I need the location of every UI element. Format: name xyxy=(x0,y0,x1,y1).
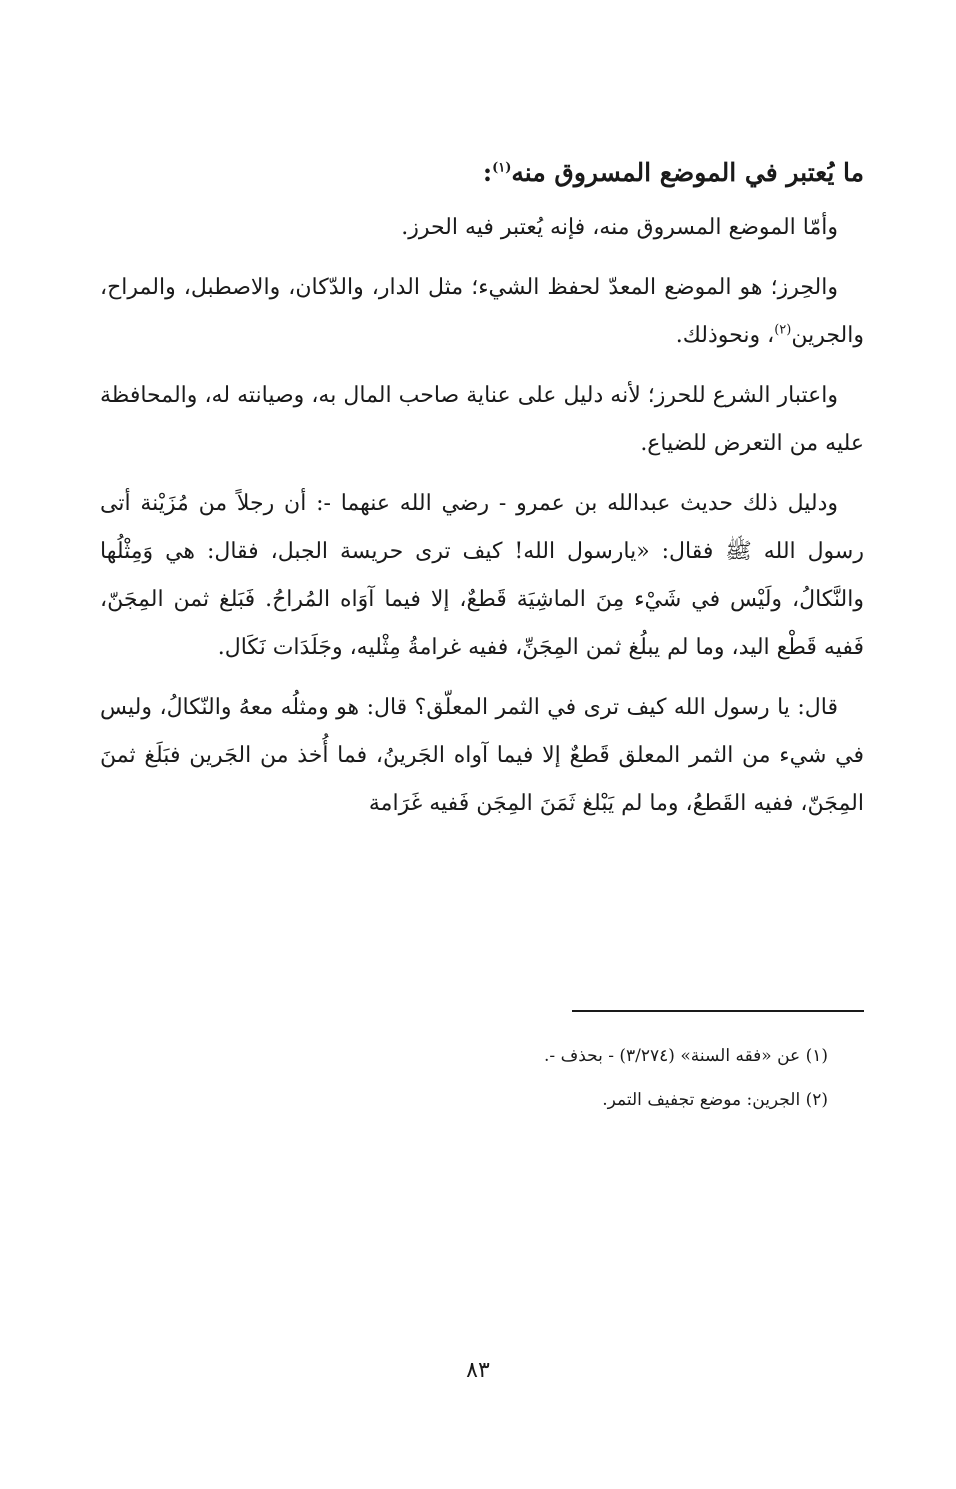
section-heading xyxy=(100,150,864,196)
heading-suffix: : xyxy=(482,158,493,187)
paragraph-2-before: والحِرز؛ هو الموضع المعدّ لحفظ الشيء؛ مثل الدار، والدّكان، والاصطبل، والمراح، والجرين xyxy=(100,275,864,348)
paragraph-1: وأمّا الموضع المسروق منه، فإنه يُعتبر فيه الحرز. xyxy=(401,215,838,240)
heading-footnote-ref: (١) xyxy=(492,160,512,176)
footnotes xyxy=(100,1010,864,1122)
footnote-2: (٢) الجرين: موضع تجفيف التمر. xyxy=(602,1090,828,1110)
footnote-divider xyxy=(572,1010,864,1012)
page-number: ٨٣ xyxy=(466,1358,490,1383)
page-body xyxy=(100,150,864,840)
heading-text: ما يُعتبر في الموضع المسروق منه xyxy=(511,158,864,187)
paragraph-2-after: ، ونحوذلك. xyxy=(675,323,775,348)
paragraph-5: قال: يا رسول الله كيف ترى في الثمر المعلّق؟ قال: هو ومثلُه معهُ والنّكالُ، وليس في شيء من الثمر المعلق قَطعٌ إلا فيما آواه الجَرينُ، فما أُخذ من الجَرين فبَلَغ ثمنَ المِجَنّ، ففيه القَطعُ، وما لم يَبْلغ ثَمَنَ المِجَن فَفيه غَرَامة xyxy=(100,695,864,816)
paragraph-3: واعتبار الشرع للحرز؛ لأنه دليل على عناية صاحب المال به، وصيانته له، والمحافظة عليه من التعرض للضياع. xyxy=(100,383,864,456)
paragraph-2-footnote-ref: (٢) xyxy=(774,322,792,338)
paragraph-2 xyxy=(100,264,864,360)
footnote-1: (١) عن «فقه السنة» (٣/٢٧٤) - بحذف -. xyxy=(544,1046,828,1066)
paragraph-4: ودليل ذلك حديث عبدالله بن عمرو - رضي الله عنهما -: أن رجلاً من مُزَيْنة أتى رسول الله ﷺ فقال: «يارسول الله! كيف ترى حريسة الجبل، فقال: هي وَمِثْلُها والنَّكالُ، ولَيْس في شَيْء مِنَ الماشِيَة قَطعٌ، إلا فيما آوَاه المُراحُ. فَبَلغ ثمن المِجَنّ، فَفيه قَطْع اليد، وما لم يبلُغ ثمن المِجَنِّ، ففيه غرامةُ مِثْليه، وجَلَدَات نَكَال. xyxy=(100,491,864,660)
